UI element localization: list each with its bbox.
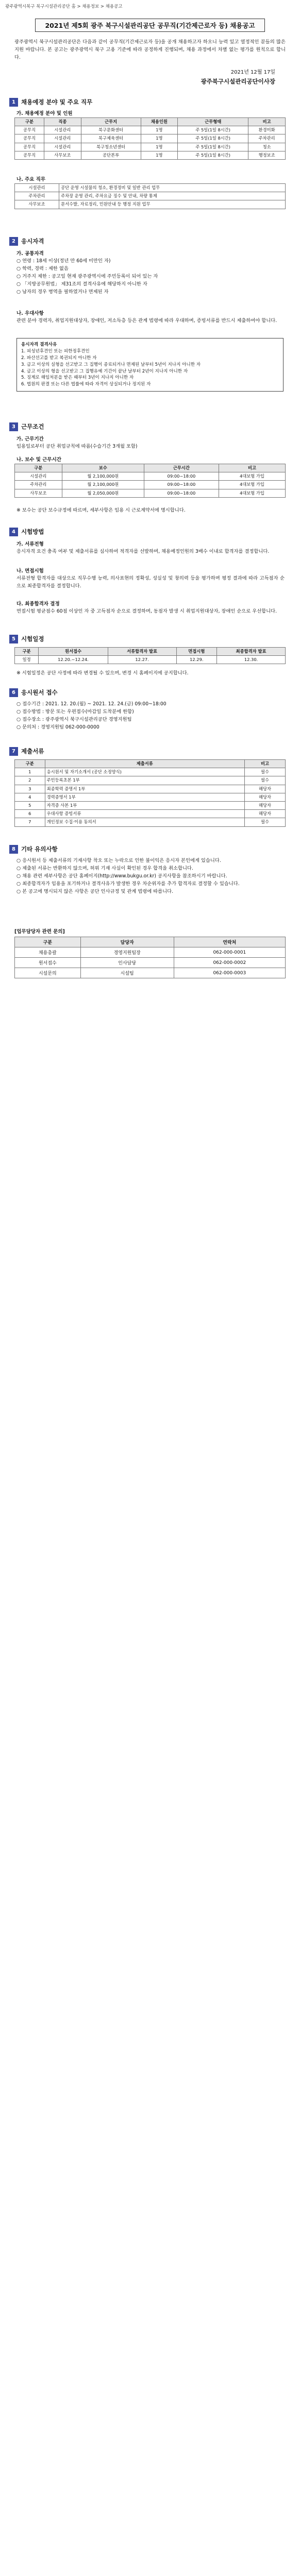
documents-table-cell: 해당자 <box>245 785 286 793</box>
documents-table-cell: 7 <box>15 818 45 826</box>
contact-table-row <box>15 958 286 968</box>
duties-table-cell: 사무보조 <box>15 200 59 209</box>
schedule-table-header: 원서접수 <box>39 648 108 656</box>
positions-table-cell: 시설관리 <box>44 126 81 134</box>
documents-table-row <box>15 818 286 826</box>
documents-table-cell: 4 <box>15 793 45 801</box>
positions-table-cell: 주 5일(1일 8시간) <box>178 143 248 151</box>
contact-table-cell: 062-000-0001 <box>174 947 285 958</box>
contact-table-cell: 062-000-0003 <box>174 968 285 978</box>
documents-table-row <box>15 768 286 776</box>
note-item: ○ 최종합격자가 임용을 포기하거나 결격사유가 발생한 경우 차순위자를 추가 합격자로 결정할 수 있습니다. <box>16 880 240 887</box>
contact-table-cell: 경영지원팀장 <box>80 947 174 958</box>
duties-table-cell: 주차관리 <box>15 192 59 200</box>
pay-table-cell: 4대보험 가입 <box>219 489 285 497</box>
contact-table-cell: 채용총괄 <box>15 947 81 958</box>
pay-table-cell: 09:00~18:00 <box>144 489 219 497</box>
positions-table-cell: 청소 <box>248 143 286 151</box>
contact-table-cell: 원서접수 <box>15 958 81 968</box>
positions-table-header: 근무형태 <box>178 118 248 126</box>
positions-table-cell: 1명 <box>141 143 178 151</box>
pay-table-cell: 월 2,100,000원 <box>62 481 144 489</box>
pay-table-header: 보수 <box>62 464 144 472</box>
section-2-heading: 2 응시자격 <box>9 237 44 246</box>
documents-table-header: 비고 <box>245 760 286 768</box>
positions-table-cell: 북구문화센터 <box>81 126 141 134</box>
documents-table-cell: 해당자 <box>245 810 286 818</box>
final-decision-text: 면접시험 평균점수 60점 이상인 자 중 고득점자 순으로 결정하며, 동점자 발생 시 취업지원대상자, 장애인 순으로 우선합니다. <box>16 608 277 614</box>
documents-table-cell: 필수 <box>245 818 286 826</box>
positions-table-header: 구분 <box>15 118 44 126</box>
contact-table <box>14 937 286 978</box>
disqualification-item: 2. 파산선고를 받고 복권되지 아니한 자 <box>21 355 97 361</box>
positions-table-cell: 주 5일(1일 8시간) <box>178 126 248 134</box>
documents-table-cell: 6 <box>15 810 45 818</box>
documents-table-cell: 우대사항 증빙서류 <box>45 810 244 818</box>
eligibility-list <box>16 258 285 296</box>
s2-sub1: 가. 공통자격 <box>16 251 44 257</box>
pay-table-header: 비고 <box>219 464 285 472</box>
pay-table-cell: 시설관리 <box>15 472 62 481</box>
duties-table-cell: 공단 운영 시설물의 청소, 환경정비 및 일반 관리 업무 <box>59 184 286 192</box>
documents-table-cell: 개인정보 수집·이용 동의서 <box>45 818 244 826</box>
documents-table-cell: 해당자 <box>245 801 286 809</box>
documents-table <box>14 759 286 827</box>
schedule-note: ※ 시험일정은 공단 사정에 따라 변경될 수 있으며, 변경 시 홈페이지에 공지합니다. <box>16 670 189 676</box>
page-title: 2021년 제5회 광주 북구시설관리공단 공무직(기간제근로자 등) 채용공고 <box>0 19 300 32</box>
announcement-date: 2021년 12월 17일 <box>230 70 275 75</box>
positions-table-cell: 공무직 <box>15 134 44 143</box>
positions-table-cell: 시설관리 <box>44 143 81 151</box>
positions-table-cell: 공무직 <box>15 151 44 159</box>
dateline <box>201 68 275 87</box>
pay-table-row <box>15 489 286 497</box>
positions-table-cell: 1명 <box>141 151 178 159</box>
positions-table-row <box>15 134 286 143</box>
note-item: ○ 제출된 서류는 반환하지 않으며, 허위 기재 사실이 확인된 경우 합격을 취소합니다. <box>16 865 193 871</box>
s4-sub3: 다. 최종합격자 결정 <box>16 601 60 607</box>
duties-table <box>14 183 286 209</box>
positions-table-cell: 북구청소년센터 <box>81 143 141 151</box>
disqualification-item: 3. 금고 이상의 실형을 선고받고 그 집행이 종료되거나 면제된 날부터 5년이 지나지 아니한 자 <box>21 362 201 367</box>
s3-sub1: 가. 근무기간 <box>16 436 44 442</box>
note-item: ○ 본 공고에 명시되지 않은 사항은 공단 인사규정 및 관계 법령에 따릅니다. <box>16 888 174 894</box>
schedule-table-row <box>15 656 286 664</box>
notes-list <box>16 857 285 895</box>
s1-sub2: 나. 주요 직무 <box>16 177 46 182</box>
positions-table-cell: 주차관리 <box>248 134 286 143</box>
documents-table-cell: 응시원서 및 자기소개서 (공단 소정양식) <box>45 768 244 776</box>
eligibility-item: ○ 남자의 경우 병역을 필하였거나 면제된 자 <box>16 289 109 295</box>
documents-table-header: 구분 <box>15 760 45 768</box>
documents-table-row <box>15 801 286 809</box>
positions-table-cell: 시설관리 <box>44 134 81 143</box>
positions-table-cell: 공단본부 <box>81 151 141 159</box>
positions-table-cell: 행정보조 <box>248 151 286 159</box>
contact-title: [업무담당자 관련 문의] <box>14 929 65 935</box>
schedule-table <box>14 647 286 664</box>
section-5-heading: 5 시험일정 <box>9 635 44 643</box>
eligibility-item: ○ 연령 : 18세 이상(정년 만 60세 미만인 자) <box>16 258 111 264</box>
s3-sub2: 나. 보수 및 근무시간 <box>16 457 61 463</box>
documents-table-row <box>15 793 286 801</box>
contact-table-cell: 인사담당 <box>80 958 174 968</box>
documents-table-cell: 1 <box>15 768 45 776</box>
application-item: ○ 문의처 : 경영지원팀 062-000-0000 <box>16 724 99 730</box>
duties-table-cell: 문서수발, 자료정리, 민원안내 등 행정 지원 업무 <box>59 200 286 209</box>
preference-text: 관련 분야 경력자, 취업지원대상자, 장애인, 저소득층 등은 관계 법령에 따라 우대하며, 증빙서류를 반드시 제출하여야 합니다. <box>16 318 277 324</box>
breadcrumb: 광주광역시북구 북구시설관리공단 홈 > 채용정보 > 채용공고 <box>5 4 123 9</box>
section-7-heading: 7 제출서류 <box>9 747 44 756</box>
eligibility-item: ○ 거주지 제한 : 공고일 현재 광주광역시에 주민등록이 되어 있는 자 <box>16 273 158 279</box>
positions-table-cell: 북구체육센터 <box>81 134 141 143</box>
positions-table-header: 직종 <box>44 118 81 126</box>
positions-table-row <box>15 143 286 151</box>
duties-table-cell: 시설관리 <box>15 184 59 192</box>
duties-table-row <box>15 184 286 192</box>
pay-table-header: 근무시간 <box>144 464 219 472</box>
organization-name: 광주북구시설관리공단이사장 <box>201 78 275 85</box>
contact-table-header: 연락처 <box>174 937 285 947</box>
positions-table-header: 근무지 <box>81 118 141 126</box>
positions-table-header: 채용인원 <box>141 118 178 126</box>
documents-table-cell: 경력증명서 1부 <box>45 793 244 801</box>
contact-table-cell: 시설팀 <box>80 968 174 978</box>
positions-table-row <box>15 151 286 159</box>
pay-table-row <box>15 472 286 481</box>
work-period-text: 임용일로부터 공단 취업규칙에 따름(수습기간 3개월 포함) <box>16 444 138 449</box>
section-1-heading: 1 채용예정 분야 및 주요 직무 <box>9 98 92 107</box>
documents-table-cell: 자격증 사본 1부 <box>45 801 244 809</box>
documents-table-row <box>15 810 286 818</box>
positions-table-cell: 사무보조 <box>44 151 81 159</box>
eligibility-item: ○ 「지방공무원법」 제31조의 결격사유에 해당하지 아니한 자 <box>16 281 147 287</box>
duties-table-row <box>15 192 286 200</box>
documents-table-cell: 3 <box>15 785 45 793</box>
pay-table-row <box>15 481 286 489</box>
documents-table-cell: 필수 <box>245 776 286 785</box>
contact-table-row <box>15 947 286 958</box>
note-item: ○ 채용 관련 세부사항은 공단 홈페이지(http://www.bukgu.or.kr) 공지사항을 참조하시기 바랍니다. <box>16 873 227 879</box>
disqualification-item: 1. 피성년후견인 또는 피한정후견인 <box>21 348 90 354</box>
s4-sub2: 나. 면접시험 <box>16 568 44 574</box>
positions-table-cell: 공무직 <box>15 143 44 151</box>
s1-sub1: 가. 채용예정 분야 및 인원 <box>16 111 73 116</box>
pay-table-cell: 사무보조 <box>15 489 62 497</box>
document-screening-text: 응시자격 요건 충족 여부 및 제출서류를 심사하여 적격자를 선발하며, 채용예정인원의 3배수 이내로 합격자를 결정합니다. <box>16 549 270 554</box>
section-6-heading: 6 응시원서 접수 <box>9 688 58 697</box>
pay-table-cell: 월 2,100,000원 <box>62 472 144 481</box>
disqualification-title: 응시자격 결격사유 <box>21 342 57 347</box>
pay-note: ※ 보수는 공단 보수규정에 따르며, 세부사항은 임용 시 근로계약서에 명시합니다. <box>16 507 186 513</box>
disqualification-item: 5. 징계로 해임처분을 받은 때부터 3년이 지나지 아니한 자 <box>21 375 134 381</box>
positions-table-cell: 주 5일(1일 8시간) <box>178 134 248 143</box>
application-item: ○ 접수방법 : 방문 또는 우편접수(마감일 도착분에 한함) <box>16 708 134 715</box>
interview-text: 서류전형 합격자를 대상으로 직무수행 능력, 의사표현의 정확성, 성실성 및 창의력 등을 평가하며 평정 결과에 따라 고득점자 순으로 최종합격자를 결정합니다. <box>16 575 285 589</box>
positions-table-header: 비고 <box>248 118 286 126</box>
documents-table-cell: 최종학력 증명서 1부 <box>45 785 244 793</box>
duties-table-cell: 주차장 운영 관리, 주차요금 징수 및 안내, 차량 통제 <box>59 192 286 200</box>
pay-table-cell: 월 2,050,000원 <box>62 489 144 497</box>
note-item: ○ 응시원서 등 제출서류의 기재사항 착오 또는 누락으로 인한 불이익은 응시자 본인에게 있습니다. <box>16 858 221 863</box>
schedule-table-header: 서류합격자 발표 <box>108 648 176 656</box>
pay-table-cell: 주차관리 <box>15 481 62 489</box>
documents-table-cell: 해당자 <box>245 793 286 801</box>
documents-table-header: 제출서류 <box>45 760 244 768</box>
section-3-heading: 3 근무조건 <box>9 422 44 431</box>
schedule-table-header: 면접시험 <box>176 648 217 656</box>
s2-sub2: 나. 우대사항 <box>16 311 44 316</box>
schedule-table-cell: 12.20.~12.24. <box>39 656 108 664</box>
intro-text: 광주광역시 북구시설관리공단은 다음과 같이 공무직(기간제근로자 등)을 공개 채용하고자 하오니 능력 있고 열정적인 분들의 많은 지원 바랍니다. 본 공고는 광주광역시 북구 고용 기준에 따라 공정하게 진행되며, 채용 과정에서 차별 없는 평가를 원칙으로 합니다. <box>14 39 286 61</box>
documents-table-cell: 주민등록초본 1부 <box>45 776 244 785</box>
contact-table-header: 구분 <box>15 937 81 947</box>
positions-table <box>14 117 286 160</box>
schedule-table-cell: 12.27. <box>108 656 176 664</box>
schedule-table-cell: 12.30. <box>217 656 286 664</box>
contact-table-cell: 시설문의 <box>15 968 81 978</box>
documents-table-row <box>15 776 286 785</box>
schedule-table-cell: 일정 <box>15 656 39 664</box>
s4-sub1: 가. 서류전형 <box>16 541 44 547</box>
schedule-table-cell: 12.29. <box>176 656 217 664</box>
documents-table-cell: 필수 <box>245 768 286 776</box>
positions-table-cell: 1명 <box>141 126 178 134</box>
positions-table-cell: 주 5일(1일 8시간) <box>178 151 248 159</box>
positions-table-cell: 1명 <box>141 134 178 143</box>
contact-table-header: 담당자 <box>80 937 174 947</box>
contact-table-row <box>15 968 286 978</box>
documents-table-row <box>15 785 286 793</box>
documents-table-cell: 5 <box>15 801 45 809</box>
section-8-heading: 8 기타 유의사항 <box>9 845 58 854</box>
application-item: ○ 접수장소 : 광주광역시 북구시설관리공단 경영지원팀 <box>16 716 132 722</box>
contact-table-cell: 062-000-0002 <box>174 958 285 968</box>
duties-table-row <box>15 200 286 209</box>
positions-table-cell: 환경미화 <box>248 126 286 134</box>
pay-table-cell: 4대보험 가입 <box>219 472 285 481</box>
pay-table-cell: 4대보험 가입 <box>219 481 285 489</box>
positions-table-row <box>15 126 286 134</box>
documents-table-cell: 2 <box>15 776 45 785</box>
application-info <box>16 701 285 732</box>
application-item: ○ 접수기간 : 2021. 12. 20.(월) ~ 2021. 12. 24.(금) 09:00~18:00 <box>16 701 166 707</box>
pay-table-cell: 09:00~18:00 <box>144 481 219 489</box>
disqualification-box <box>16 338 284 392</box>
pay-table <box>14 464 286 498</box>
schedule-table-header: 구분 <box>15 648 39 656</box>
disqualification-item: 6. 법원의 판결 또는 다른 법률에 따라 자격이 상실되거나 정지된 자 <box>21 382 151 387</box>
disqualification-item: 4. 금고 이상의 형을 선고받고 그 집행유예 기간이 끝난 날부터 2년이 지나지 아니한 자 <box>21 368 188 374</box>
eligibility-item: ○ 학력, 경력 : 제한 없음 <box>16 265 69 272</box>
pay-table-header: 구분 <box>15 464 62 472</box>
section-4-heading: 4 시험방법 <box>9 528 44 536</box>
pay-table-cell: 09:00~18:00 <box>144 472 219 481</box>
schedule-table-header: 최종합격자 발표 <box>217 648 286 656</box>
positions-table-cell: 공무직 <box>15 126 44 134</box>
